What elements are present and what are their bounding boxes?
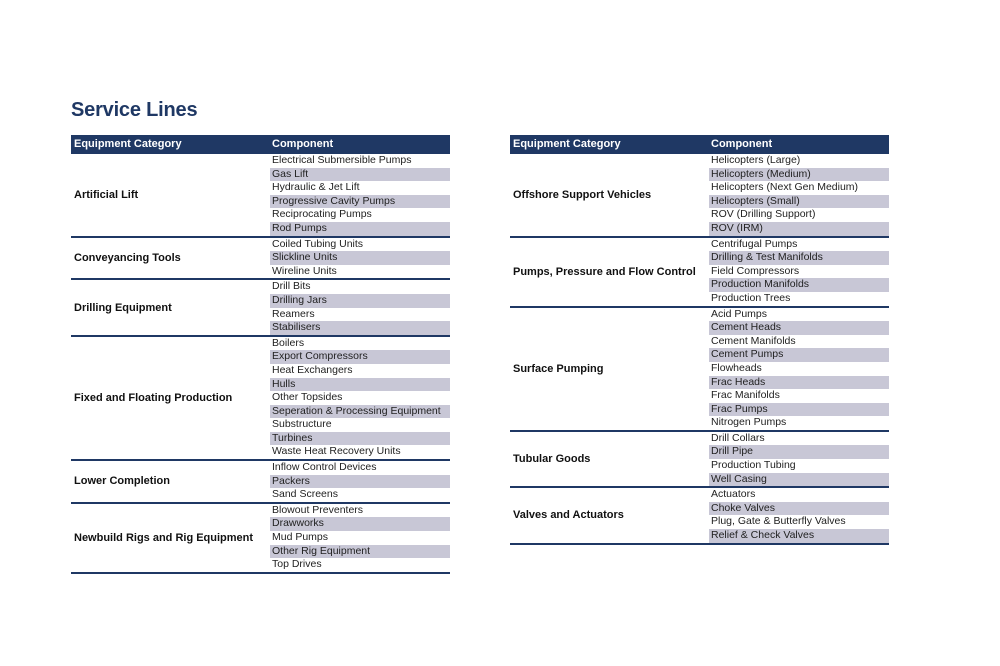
component-cell: Frac Pumps [709,403,889,417]
component-cell: Reciprocating Pumps [272,208,372,221]
component-cell: Production Tubing [711,459,796,472]
equipment-category-cell: Fixed and Floating Production [74,391,233,404]
component-cell: Frac Manifolds [711,389,780,402]
component-cell: Heat Exchangers [272,363,353,376]
equipment-category-cell: Valves and Actuators [513,509,624,522]
equipment-category-cell: Drilling Equipment [74,301,172,314]
component-cell: Frac Heads [709,376,889,390]
component-cell: Cement Heads [709,321,889,335]
right-service-table [510,135,889,545]
component-list [709,308,889,430]
component-cell: Top Drives [272,558,322,571]
component-cell: Actuators [711,488,756,501]
component-cell: Sand Screens [272,488,338,501]
component-cell: Seperation & Processing Equipment [270,405,450,419]
component-cell: Flowheads [711,361,762,374]
header-equipment-category: Equipment Category [74,138,182,150]
component-cell: Helicopters (Large) [711,154,801,166]
component-cell: Helicopters (Small) [709,195,889,209]
component-list [709,432,889,486]
equipment-category-cell: Artificial Lift [74,188,139,201]
header-component: Component [711,138,773,150]
category-group [510,308,889,432]
component-list [270,461,450,502]
component-cell: Other Rig Equipment [270,545,450,559]
category-group [71,337,450,461]
equipment-category-cell: Conveyancing Tools [74,251,181,264]
header-equipment-category: Equipment Category [513,138,621,150]
equipment-category-cell: Offshore Support Vehicles [513,188,652,201]
category-group [71,504,450,574]
category-group [510,432,889,488]
category-group [71,154,450,238]
component-cell: Coiled Tubing Units [272,237,364,250]
component-cell: Drill Pipe [709,445,889,459]
component-list [270,504,450,572]
component-cell: Choke Valves [709,502,889,516]
component-cell: Field Compressors [711,264,800,277]
component-cell: Well Casing [709,473,889,487]
component-cell: Electrical Submersible Pumps [272,154,412,166]
left-table-body [71,154,450,574]
category-group [510,154,889,238]
component-cell: Substructure [272,418,332,431]
component-cell: ROV (Drilling Support) [711,208,816,221]
component-list [270,154,450,236]
component-cell: Drilling Jars [270,294,450,308]
component-cell: Slickline Units [270,251,450,265]
component-cell: Cement Pumps [709,348,889,362]
component-cell: Rod Pumps [270,222,450,236]
equipment-category-cell: Tubular Goods [513,453,591,466]
category-group [510,488,889,544]
component-cell: Gas Lift [270,168,450,182]
component-cell: Progressive Cavity Pumps [270,195,450,209]
equipment-category-cell: Surface Pumping [513,362,604,375]
component-cell: ROV (IRM) [709,222,889,236]
component-list [709,238,889,306]
component-cell: Reamers [272,307,315,320]
component-list [709,154,889,236]
component-cell: Nitrogen Pumps [711,416,787,429]
component-cell: Other Topsides [272,391,343,404]
component-cell: Helicopters (Medium) [709,168,889,182]
component-cell: Boilers [272,336,305,349]
header-component: Component [272,138,334,150]
component-cell: Turbines [270,432,450,446]
component-list [270,238,450,279]
component-cell: Helicopters (Next Gen Medium) [711,181,859,194]
category-group [71,238,450,281]
component-cell: Production Manifolds [709,278,889,292]
component-cell: Packers [270,475,450,489]
component-cell: Blowout Preventers [272,503,364,516]
component-cell: Drawworks [270,517,450,531]
component-cell: Export Compressors [270,350,450,364]
table-header [71,135,450,154]
component-cell: Drill Collars [711,431,765,444]
component-cell: Mud Pumps [272,531,329,544]
component-list [270,337,450,459]
component-cell: Wireline Units [272,264,337,277]
component-cell: Centrifugal Pumps [711,237,798,250]
component-cell: Stabilisers [270,321,450,335]
table-header [510,135,889,154]
component-cell: Hydraulic & Jet Lift [272,181,360,194]
component-cell: Plug, Gate & Butterfly Valves [711,515,846,528]
component-list [270,280,450,334]
left-service-table [71,135,450,574]
component-cell: Drill Bits [272,280,311,293]
category-group [71,280,450,336]
component-cell: Drilling & Test Manifolds [709,251,889,265]
component-cell: Inflow Control Devices [272,461,377,474]
component-list [709,488,889,542]
page-title: Service Lines [71,99,198,121]
equipment-category-cell: Pumps, Pressure and Flow Control [513,265,696,278]
component-cell: Waste Heat Recovery Units [272,445,401,458]
category-group [510,238,889,308]
component-cell: Hulls [270,378,450,392]
equipment-category-cell: Lower Completion [74,475,170,488]
equipment-category-cell: Newbuild Rigs and Rig Equipment [74,531,254,544]
right-table-body [510,154,889,545]
component-cell: Cement Manifolds [711,334,796,347]
category-group [71,461,450,504]
component-cell: Production Trees [711,291,791,304]
component-cell: Relief & Check Valves [709,529,889,543]
component-cell: Acid Pumps [711,307,768,320]
